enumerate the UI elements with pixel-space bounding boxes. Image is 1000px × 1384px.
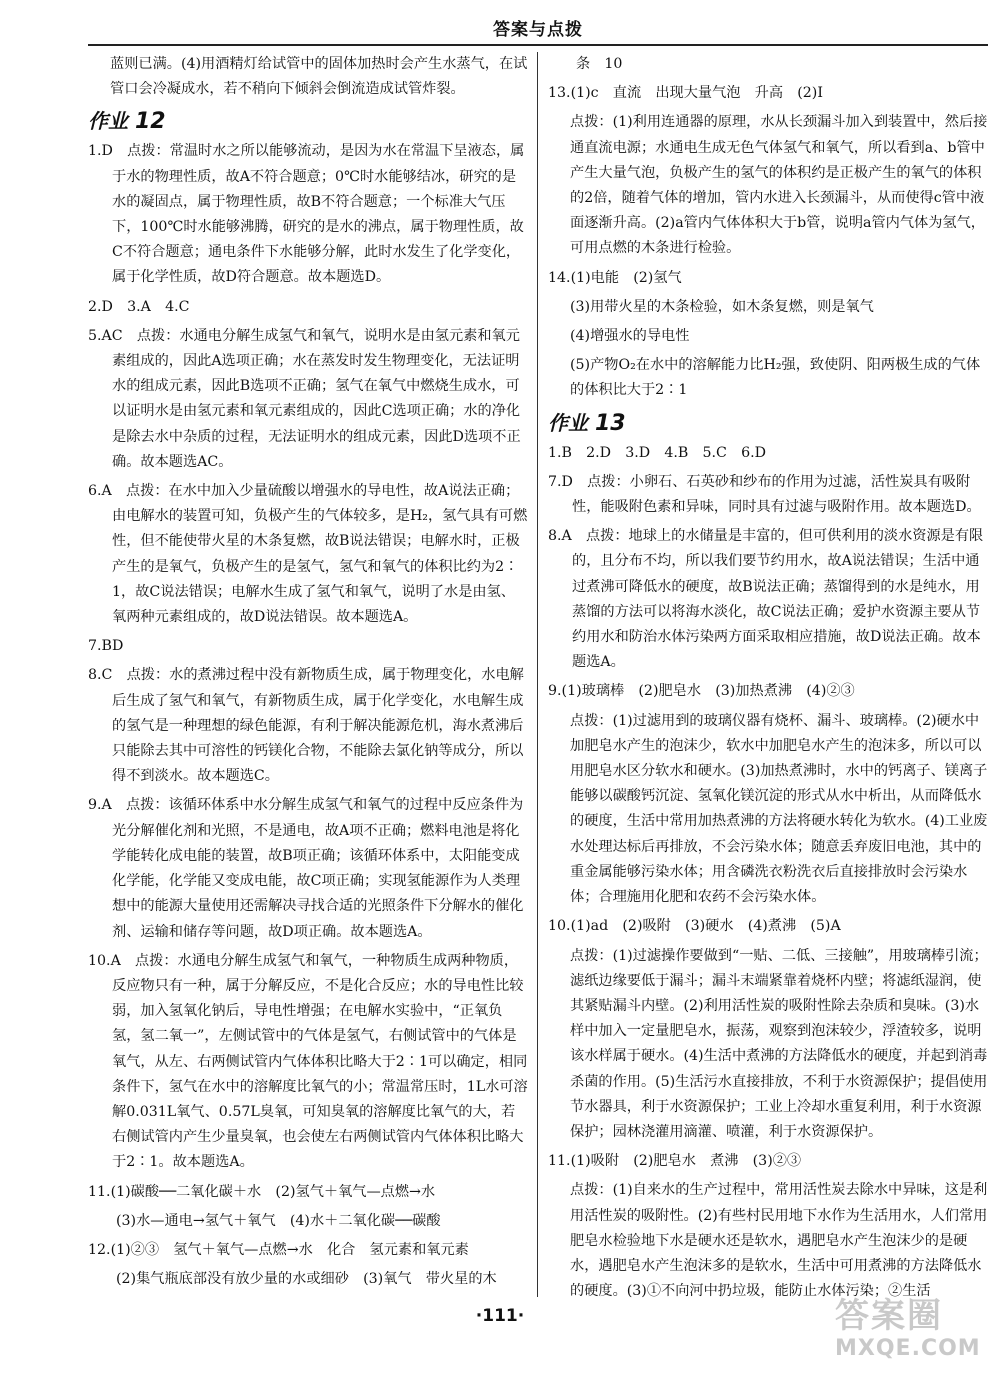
answer-paragraph: 2.D 3.A 4.C	[88, 298, 190, 315]
answer-paragraph: 5.AC 点拨：水通电分解生成氢气和氧气，说明水是由氢元素和氧元素组成的，因此A选项正确；水在蒸发时发生物理变化，无法证明水的组成元素，因此B选项不正确；氢气在氧气中燃烧生成水，可以证明水是由氢元素和氧元素组成的，因此C选项正确；水的净化是除去水中杂质的过程，无法证明水的组成元素，因此D选项不正确。故本题选AC。	[88, 327, 521, 470]
left-column	[88, 52, 528, 1296]
section-number: 12	[134, 109, 166, 135]
answer-paragraph: 1.B 2.D 3.D 4.B 5.C 6.D	[548, 444, 766, 461]
answer-paragraph: (3)水—通电→氢气＋氧气 (4)水＋二氧化碳──碳酸	[116, 1212, 441, 1229]
section-label: 作业	[88, 109, 128, 134]
answer-paragraph: 点拨：(1)自来水的生产过程中，常用活性炭去除水中异味，这是利用活性炭的吸附性。(2)有些村民用地下水作为生活用水，人们常用肥皂水检验地下水是硬水还是软水，遇肥皂水产生泡沫少的是硬水，遇肥皂水产生泡沫多的是软水，生活中可用煮沸的方法降低水的硬度。(3)①不向河中扔垃圾，能防止水体污染；②生活	[570, 1182, 988, 1300]
answer-paragraph: 8.C 点拨：水的煮沸过程中没有新物质生成，属于物理变化，水电解后生成了氢气和氧气，有新物质生成，属于化学变化，水电解生成的氢气是一种理想的绿色能源，有利于解决能源危机，海水煮沸后只能除去其中可溶性的钙镁化合物，不能除去氯化钠等成分，所以得不到淡水。故本题选C。	[88, 667, 524, 785]
answer-paragraph: 点拨：(1)过滤操作要做到“一贴、二低、三接触”，用玻璃棒引流；滤纸边缘要低于漏斗；漏斗末端紧靠着烧杯内壁；将滤纸湿润，使其紧贴漏斗内壁。(2)利用活性炭的吸附性除去杂质和臭味。(3)水样中加入一定量肥皂水，振荡，观察到泡沫较少，浮渣较多，说明该水样属于硬水。(4)生活中煮沸的方法降低水的硬度，并起到消毒杀菌的作用。(5)生活污水直接排放，不利于水资源保护；提倡使用节水器具，利于水资源保护；工业上冷却水重复利用，利于水资源保护；园林浇灌用滴灌、喷灌，利于水资源保护。	[570, 947, 988, 1140]
page-number: ·111·	[475, 1306, 525, 1326]
answer-paragraph: 12.(1)②③ 氢气＋氧气—点燃→水 化合 氢元素和氧元素	[88, 1241, 469, 1258]
answer-paragraph: 10.(1)ad (2)吸附 (3)硬水 (4)煮沸 (5)A	[548, 918, 841, 935]
answer-paragraph: (3)用带火星的木条检验，如木条复燃，则是氧气	[570, 298, 874, 315]
watermark-bottom-text: MXQE.COM	[835, 1336, 981, 1361]
answer-paragraph: 13.(1)c 直流 出现大量气泡 升高 (2)Ⅰ	[548, 85, 823, 102]
answer-paragraph: 7.BD	[88, 638, 124, 655]
watermark-logo	[835, 1296, 995, 1382]
section-label: 作业	[548, 410, 588, 435]
answer-paragraph: (4)增强水的导电性	[570, 328, 690, 345]
answer-paragraph: (2)集气瓶底部没有放少量的水或细砂 (3)氧气 带火星的木	[116, 1271, 497, 1288]
answer-paragraph: 条 10	[576, 56, 623, 72]
answer-paragraph: 6.A 点拨：在水中加入少量硫酸以增强水的导电性，故A说法正确；由电解水的装置可知，负极产生的气体较多，是H₂，氢气具有可燃性，但不能使带火星的木条复燃，故B说法错误；电解水时，正极产生的是氧气，负极产生的是氢气，氢气和氧气的体积比约为2∶1，故C说法错误；电解水生成了氢气和氧气，说明了水是由氢、氧两种元素组成的，故D说法错误。故本题选A。	[88, 483, 528, 626]
answer-paragraph: 9.A 点拨：该循环体系中水分解生成氢气和氧气的过程中反应条件为光分解催化剂和光照，不是通电，故A项不正确；燃料电池是将化学能转化成电能的装置，故B项正确；该循环体系中，太阳能变成化学能，化学能又变成电能，故C项正确；实现氢能源作为人类理想中的能源大量使用还需解决寻找合适的光照条件下分解水的催化剂、运输和储存等问题，故D项正确。故本题选A。	[88, 797, 524, 940]
answer-paragraph: 点拨：(1)过滤用到的玻璃仪器有烧杯、漏斗、玻璃棒。(2)硬水中加肥皂水产生的泡沫少，软水中加肥皂水产生的泡沫多，所以可以用肥皂水区分软水和硬水。(3)加热煮沸时，水中的钙离子、镁离子能够以碳酸钙沉淀、氢氧化镁沉淀的形式从水中析出，从而降低水的硬度，生活中常用加热煮沸的方法将硬水转化为软水。(4)工业废水处理达标后再排放，不会污染水体；随意丢弃废旧电池，其中的重金属能够污染水体；用含磷洗衣粉洗衣后直接排放时会污染水体；合理施用化肥和农药不会污染水体。	[570, 712, 988, 906]
answer-paragraph: 7.D 点拨：小卵石、石英砂和纱布的作用为过滤，活性炭具有吸附性，能吸附色素和异味，同时具有过滤与吸附作用。故本题选D。	[548, 473, 981, 516]
right-column	[548, 52, 988, 1308]
answer-paragraph: 1.D 点拨：常温时水之所以能够流动，是因为水在常温下呈液态，属于水的物理性质，故A不符合题意；0℃时水能够结冰，研究的是水的凝固点，属于物理性质，故B不符合题意；一个标准大气压下，100℃时水能够沸腾，研究的是水的沸点，属于物理性质，故C不符合题意；通电条件下水能够分解，此时水发生了化学变化，属于化学性质，故D符合题意。故本题选D。	[88, 143, 525, 286]
answer-paragraph: (5)产物O₂在水中的溶解能力比H₂强，致使阴、阳两极生成的气体的体积比大于2∶1	[570, 357, 981, 399]
answer-paragraph: 14.(1)电能 (2)氢气	[548, 269, 682, 286]
answer-paragraph: 11.(1)吸附 (2)肥皂水 煮沸 (3)②③	[548, 1153, 802, 1170]
answer-paragraph: 蓝则已满。(4)用酒精灯给试管中的固体加热时会产生水蒸气，在试管口会冷凝成水，若不稍向下倾斜会倒流造成试管炸裂。	[110, 56, 528, 98]
header-title: 答案与点拨	[493, 20, 583, 40]
answer-paragraph: 点拨：(1)利用连通器的原理，水从长颈漏斗加入到装置中，然后接通直流电源；水通电生成无色气体氢气和氧气，所以看到a、b管中产生大量气泡，负极产生的氢气的体积约是正极产生的氧气的体积的2倍，随着气体的增加，管内水进入长颈漏斗，从而使得c管中液面逐渐升高。(2)a管内气体体积大于b管，说明a管内气体为氢气，可用点燃的木条进行检验。	[570, 114, 988, 257]
answer-paragraph: 9.(1)玻璃棒 (2)肥皂水 (3)加热煮沸 (4)②③	[548, 683, 855, 700]
section-number: 13	[594, 410, 626, 436]
section-heading	[548, 408, 988, 439]
answer-paragraph: 10.A 点拨：水通电分解生成氢气和氧气，一种物质生成两种物质，反应物只有一种，属于分解反应，不是化合反应；水的导电性比较弱，加入氢氧化钠后，导电性增强；在电解水实验中，“正氧负氢，氢二氧一”，左侧试管中的气体是氢气，右侧试管中的气体是氧气，从左、右两侧试管内气体体积比略大于2∶1可以确定，相同条件下，氢气在水中的溶解度比氧气的小；常温常压时，1L水可溶解0.031L氧气、0.57L臭氧，可知臭氧的溶解度比氧气的大，若右侧试管内产生少量臭氧，也会使左右两侧试管内气体体积比略大于2∶1。故本题选A。	[88, 952, 528, 1171]
watermark-top-text: 答案圈	[835, 1296, 943, 1336]
column-divider	[537, 52, 538, 1297]
section-heading	[88, 106, 528, 137]
page-header	[88, 0, 988, 46]
answer-paragraph: 8.A 点拨：地球上的水储量是丰富的，但可供利用的淡水资源是有限的，且分布不均，所以我们要节约用水，故A说法错误；生活中通过煮沸可降低水的硬度，故B说法正确；蒸馏得到的水是纯水，用蒸馏的方法可以将海水淡化，故C说法正确；爱护水资源主要从节约用水和防治水体污染两方面采取相应措施，故D说法正确。故本题选A。	[548, 528, 984, 671]
answer-paragraph: 11.(1)碳酸──二氧化碳＋水 (2)氢气＋氧气—点燃→水	[88, 1183, 436, 1200]
